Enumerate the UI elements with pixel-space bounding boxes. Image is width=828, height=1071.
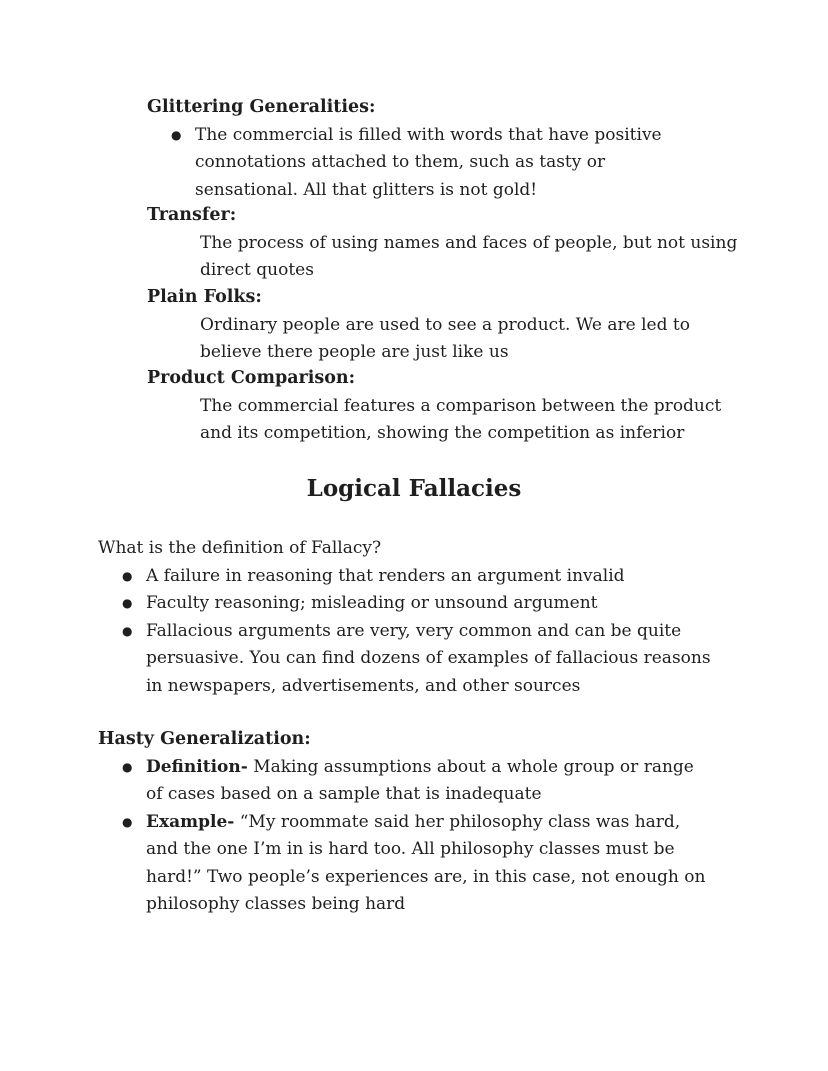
list-item: ● The commercial is filled with words that have positive connotations attached to them, such as tasty or sensational. All that glitters is not gold!: [171, 122, 711, 205]
definition-label: Definition-: [146, 756, 248, 777]
product-comparison-section: [147, 365, 747, 448]
hasty-generalization-section: [98, 726, 738, 919]
list-item: ● A failure in reasoning that renders an argument invalid: [122, 563, 714, 591]
list-item: ● Fallacious arguments are very, very common and can be quite persuasive. You can find dozens of examples of fallacious reasons in newspapers, advertisements, and other sources: [122, 618, 714, 701]
definition-text: Making assumptions about a whole group or range of cases based on a sample that is inadequate: [146, 756, 694, 804]
transfer-text: The process of using names and faces of people, but not using direct quotes: [200, 232, 738, 280]
page-title: Logical Fallacies: [306, 475, 522, 502]
plain-folks-heading: Plain Folks:: [147, 287, 262, 307]
list-item: ● Faculty reasoning; misleading or unsound argument: [122, 590, 714, 618]
example-text: “My roommate said her philosophy class was hard, and the one I’m in is hard too. All philosophy classes must be hard!” Two people’s experiences are, in this case, not enough on philosophy classes being hard: [146, 811, 706, 914]
list-item: [122, 754, 714, 809]
plain-folks-section: [147, 284, 747, 367]
product-comparison-text: The commercial features a comparison between the product and its competition, showing the competition as inferior: [200, 395, 722, 443]
list-item: [122, 809, 714, 919]
transfer-heading: Transfer:: [147, 205, 237, 225]
hasty-generalization-list: [122, 754, 714, 919]
plain-folks-text: Ordinary people are used to see a product. We are led to believe there people are just like us: [200, 314, 690, 362]
fallacy-question: What is the definition of Fallacy?: [98, 538, 382, 558]
fallacy-definition-section: [98, 535, 738, 700]
transfer-section: [147, 202, 747, 285]
fallacy-definitions-list: [122, 563, 714, 701]
hasty-generalization-heading: Hasty Generalization:: [98, 729, 311, 749]
example-label: Example-: [146, 811, 235, 832]
glittering-generalities-heading: Glittering Generalities:: [147, 97, 376, 117]
glittering-generalities-section: [147, 94, 747, 204]
glittering-generalities-list: [171, 122, 711, 205]
product-comparison-heading: Product Comparison:: [147, 368, 356, 388]
